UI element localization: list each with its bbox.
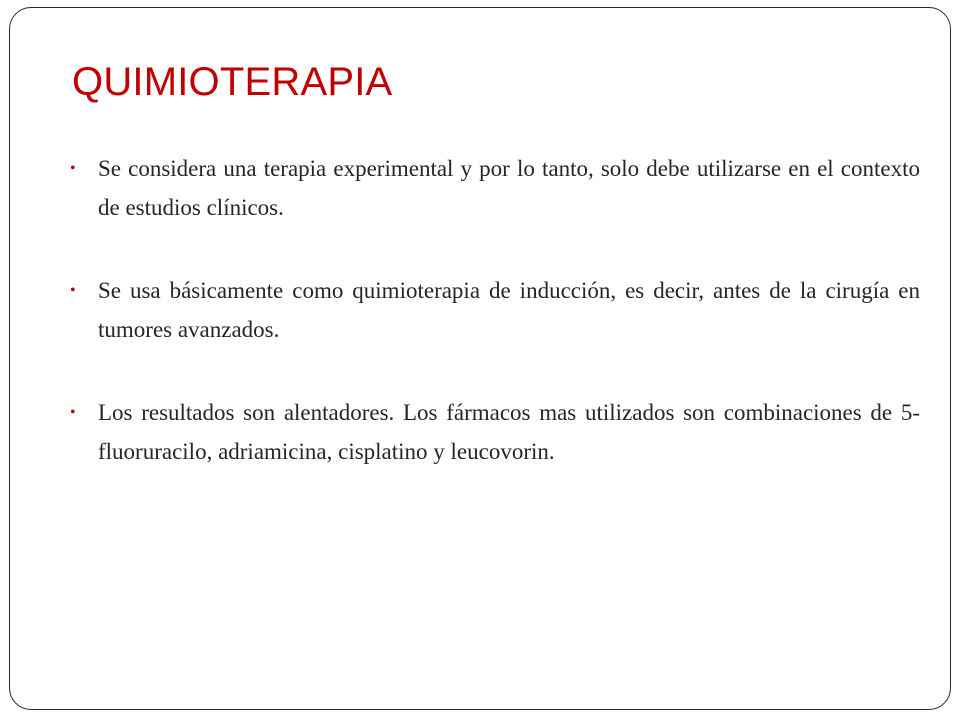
bullet-text: Los resultados son alentadores. Los fármacos mas utilizados son combinaciones de 5-fluoruracilo, adriamicina, cisplatino y leucovorin.	[98, 400, 920, 464]
bullet-dot-icon: •	[70, 160, 76, 177]
bullet-text: Se considera una terapia experimental y por lo tanto, solo debe utilizarse en el contexto de estudios clínicos.	[98, 156, 920, 220]
bullet-list	[70, 149, 920, 515]
bullet-text: Se usa básicamente como quimioterapia de inducción, es decir, antes de la cirugía en tumores avanzados.	[98, 278, 920, 342]
bullet-item	[70, 393, 920, 471]
slide-title: QUIMIOTERAPIA	[72, 60, 393, 104]
bullet-item	[70, 149, 920, 227]
bullet-dot-icon: •	[70, 404, 76, 421]
bullet-dot-icon: •	[70, 282, 76, 299]
bullet-item	[70, 271, 920, 349]
slide-frame	[9, 7, 951, 710]
